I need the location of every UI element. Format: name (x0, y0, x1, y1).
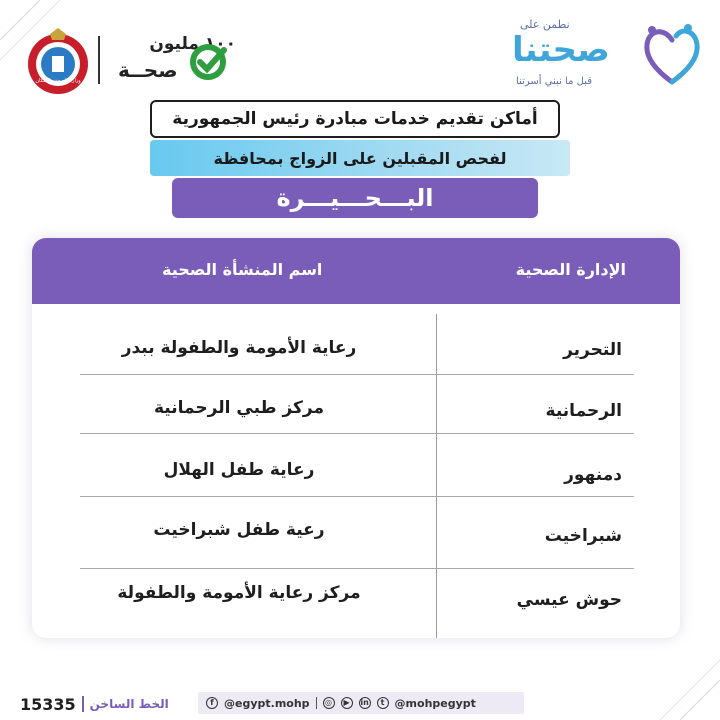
ministry-logo (24, 26, 92, 96)
hotline-number: 15335 (20, 694, 76, 714)
row-3-admin: دمنهور (564, 465, 622, 485)
table-header (32, 238, 680, 304)
row-separator (80, 433, 634, 434)
social-handle[interactable]: @mohpegypt (394, 696, 476, 710)
row-2-admin: الرحمانية (545, 401, 622, 421)
brand-name: صحتنا (512, 30, 610, 70)
header-divider (98, 36, 100, 84)
social-bar (198, 692, 524, 714)
hundred-million-logo (106, 32, 236, 88)
facebook-handle[interactable]: @egypt.mohp (224, 696, 310, 710)
row-5-facility: مركز رعاية الأمومة والطفولة (117, 583, 361, 603)
row-separator (80, 496, 634, 497)
instagram-icon[interactable]: ◎ (323, 697, 335, 709)
row-4-facility: رعية طفل شبراخيت (153, 520, 325, 540)
hotline-label: الخط الساخن (89, 697, 169, 711)
row-1-facility: رعاية الأمومة والطفولة ببدر (121, 338, 357, 358)
row-1-admin: التحرير (563, 340, 622, 360)
ministry-name: وزارة الصحة والسكان (35, 78, 81, 84)
facebook-icon[interactable]: f (206, 697, 218, 709)
row-separator (80, 374, 634, 375)
governorate-title: البـــحـــيـــرة (172, 178, 538, 218)
header-admin: الإدارة الصحية (515, 260, 626, 279)
column-divider (436, 314, 437, 638)
hundred-million-sub: صحــة (118, 58, 178, 82)
row-separator (80, 568, 634, 569)
hundred-million-title: ١٠٠ مليون (149, 34, 236, 54)
youtube-icon[interactable]: ▶ (341, 697, 353, 709)
row-5-admin: حوش عيسي (516, 590, 622, 610)
linkedin-icon[interactable]: in (360, 698, 369, 707)
row-3-facility: رعاية طفل الهلال (163, 460, 315, 480)
hotline-separator (82, 696, 84, 712)
facilities-table (32, 238, 680, 638)
title-line-1: أماكن تقديم خدمات مبادرة رئيس الجمهورية (150, 100, 560, 138)
row-4-admin: شبراخيت (544, 526, 622, 546)
heart-icon (642, 22, 702, 88)
title-line-2: لفحص المقبلين على الزواج بمحافظة (150, 140, 570, 176)
ministry-emblem-icon (24, 26, 92, 96)
hotline (20, 692, 169, 716)
header-facility: اسم المنشأة الصحية (162, 260, 323, 279)
sehetna-logo (512, 18, 702, 98)
brand-tagline-top: نطمن على (520, 18, 570, 31)
twitter-icon[interactable]: t (377, 697, 389, 709)
checkmark-icon (188, 42, 232, 82)
social-separator (316, 697, 317, 709)
brand-tagline-bottom: قبل ما نبني أسرتنا (516, 76, 592, 87)
row-2-facility: مركز طبي الرحمانية (154, 398, 324, 418)
